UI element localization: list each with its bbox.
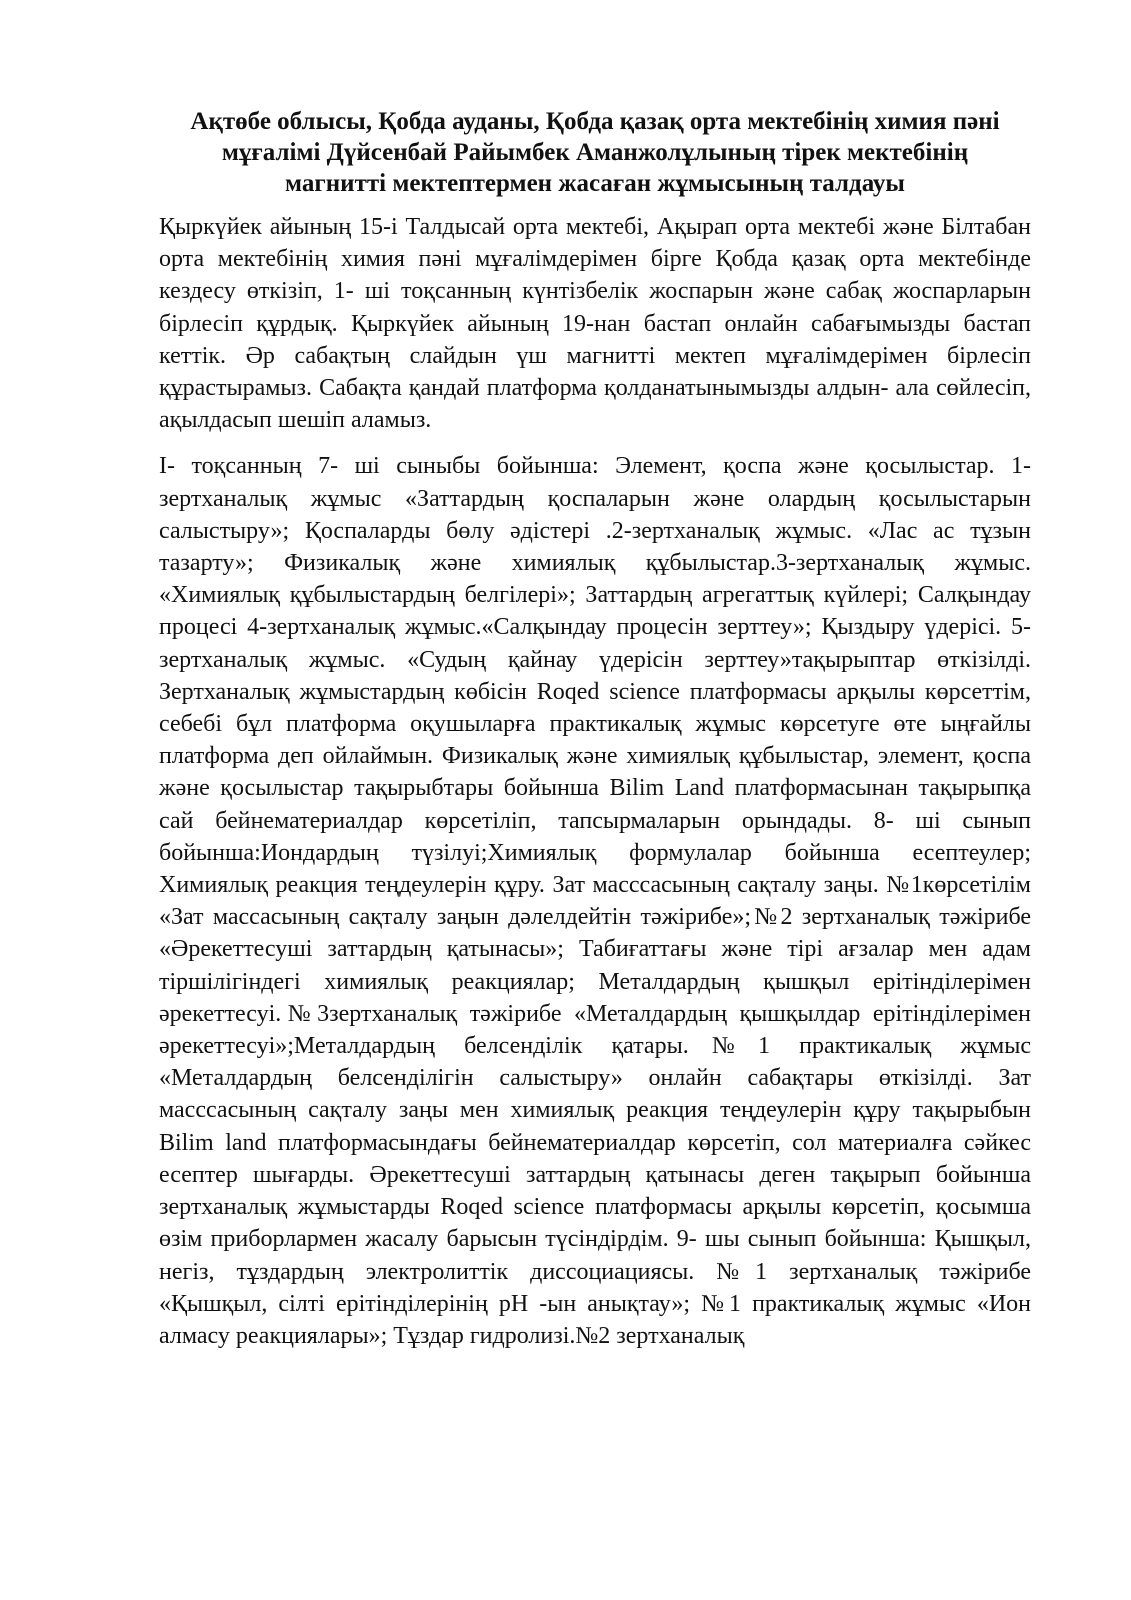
paragraph-intro: Қыркүйек айының 15-і Талдысай орта мектебі, Ақырап орта мектебі және Білтабан орта мектебінің химия пәні мұғалімдерімен бірге Қобда қазақ орта мектебінде кездесу өткізіп, 1- ші тоқсанның күнтізбелік жоспарын және сабақ жоспарларын бірлесіп құрдық. Қыркүйек айының 19-нан бастап онлайн сабағымызды бастап кеттік. Әр сабақтың слайдын үш магнитті мектеп мұғалімдерімен бірлесіп құрастырамыз. Сабақта қандай платформа қолданатынымызды алдын- ала сөйлесіп, ақылдасып шешіп аламыз. xyxy=(159,214,1031,434)
document-title: Ақтөбе облысы, Қобда ауданы, Қобда қазақ орта мектебінің химия пәні мұғалімі Дүйсенбай Райымбек Аманжолұлының тірек мектебінің магнитті мектептермен жасаған жұмысының талдауы xyxy=(190,108,1000,197)
document-page xyxy=(159,106,1031,1586)
paragraph-quarter-report: І- тоқсанның 7- ші сыныбы бойынша: Элемент, қоспа және қосылыстар. 1-зертханалық жұмыс «Заттардың қоспаларын және олардың қосылыстарын салыстыру»; Қоспаларды бөлу әдістері .2-зертханалық жұмыс. «Лас ас тұзын тазарту»; Физикалық және химиялық құбылыстар.3-зертханалық жұмыс. «Химиялық құбылыстардың белгілері»; Заттардың агрегаттық күйлері; Салқындау процесі 4-зертханалық жұмыс.«Салқындау процесін зерттеу»; Қыздыру үдерісі. 5-зертханалық жұмыс. «Судың қайнау үдерісін зерттеу»тақырыптар өткізілді. Зертханалық жұмыстардың көбісін Roqed science платформасы арқылы көрсеттім, себебі бұл платформа оқушыларға практикалық жұмыс көрсетуге өте ыңғайлы платформа деп ойлаймын. Физикалық және химиялық құбылыстар, элемент, қоспа және қосылыстар тақырыбтары бойынша Bilim Land платформасынан тақырыпқа сай бейнематериалдар көрсетіліп, тапсырмаларын орындады. 8- ші сынып бойынша:Иондардың түзілуі;Химиялық формулалар бойынша есептеулер; Химиялық реакция теңдеулерін құру. Зат масссасының сақталу заңы. №1көрсетілім «Зат массасының сақталу заңын дәлелдейтін тәжірибе»;№2 зертханалық тәжірибе «Әрекеттесуші заттардың қатынасы»; Табиғаттағы және тірі ағзалар мен адам тіршілігіндегі химиялық реакциялар; Металдардың қышқыл ерітінділерімен әрекеттесуі.№3зертханалық тәжірибе «Металдардың қышқылдар ерітінділерімен әрекеттесуі»;Металдардың белсенділік қатары.№1 практикалық жұмыс «Металдардың белсенділігін салыстыру» онлайн сабақтары өткізілді. Зат масссасының сақталу заңы мен химиялық реакция теңдеулерін құру тақырыбын Bilim land платформасындағы бейнематериалдар көрсетіп, сол материалға сәйкес есептер шығарды. Әрекеттесуші заттардың қатынасы деген тақырып бойынша зертханалық жұмыстарды Roqed science платформасы арқылы көрсетіп, қосымша өзім приборлармен жасалу барысын түсіндірдім. 9- шы сынып бойынша: Қышқыл, негіз, тұздардың электролиттік диссоциациясы. №1 зертханалық тәжірибе «Қышқыл, сілті ерітінділерінің рН -ын анықтау»; №1 практикалық жұмыс «Ион алмасу реакциялары»; Тұздар гидролизі.№2 зертханалық xyxy=(159,453,1031,1349)
